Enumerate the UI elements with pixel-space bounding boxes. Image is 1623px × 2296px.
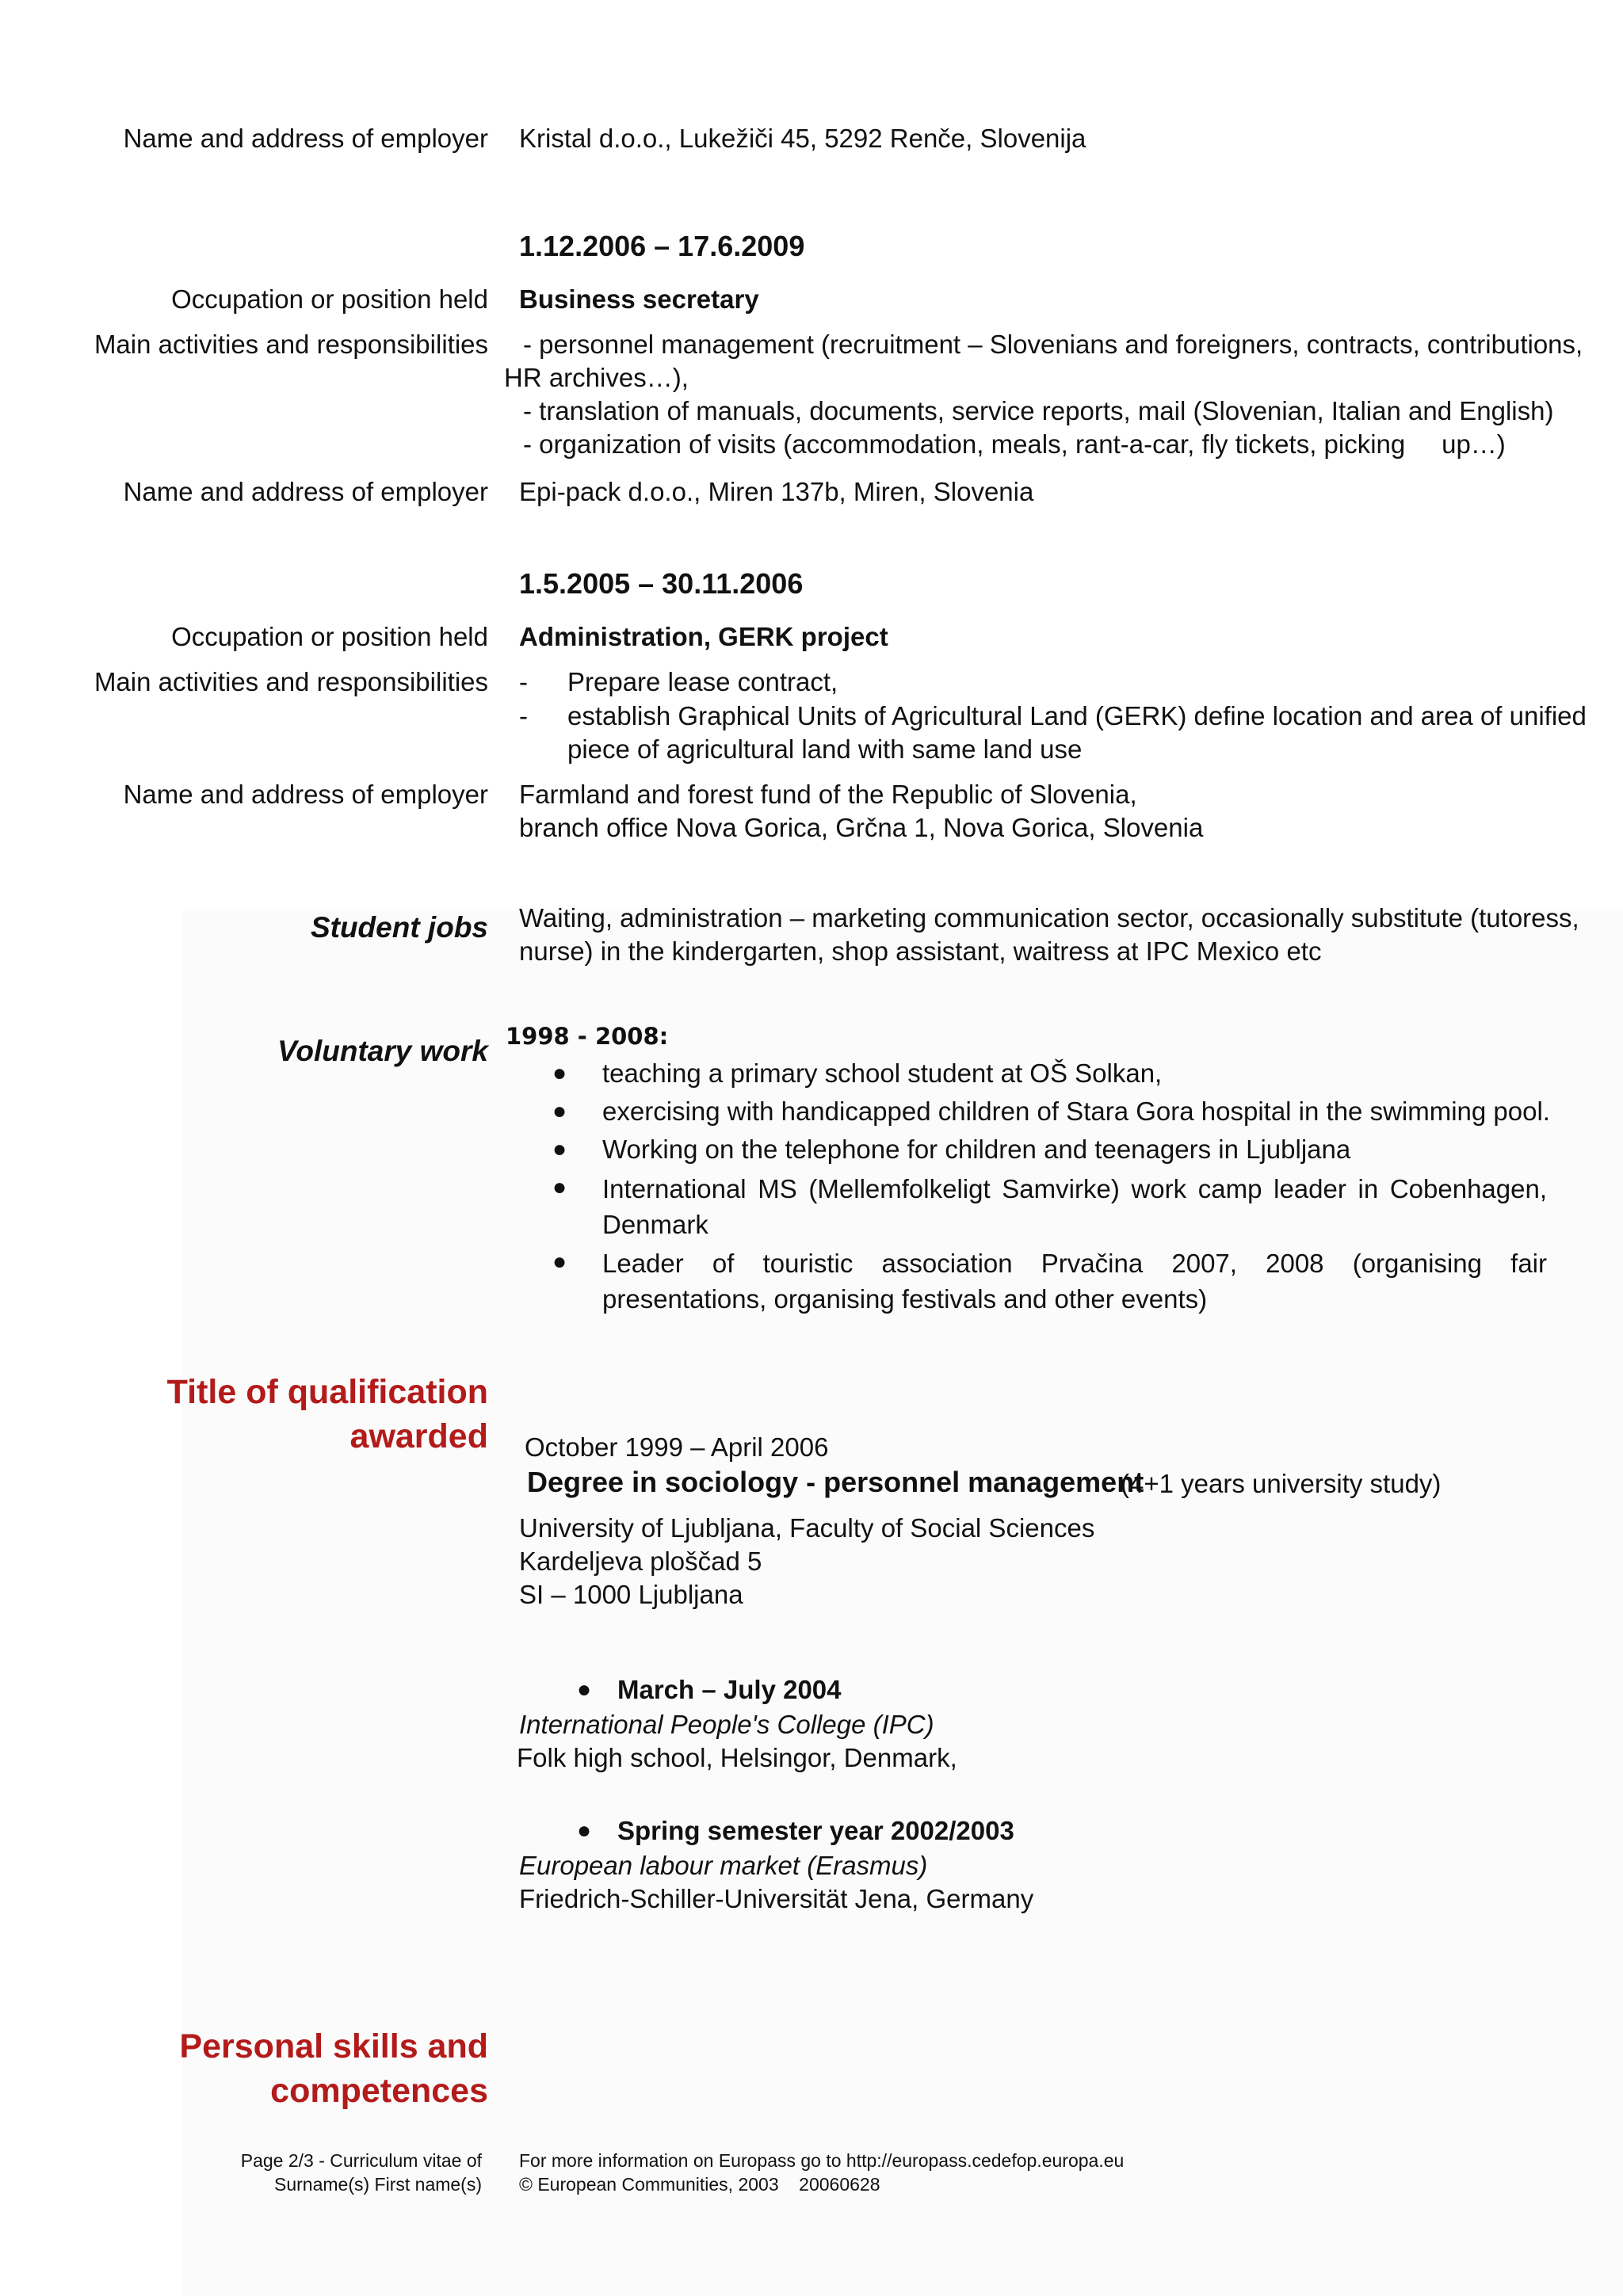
job1-activity-line: - translation of manuals, documents, service reports, mail (Slovenian, Italian and English) <box>523 396 1554 425</box>
qualification-institution: University of Ljubljana, Faculty of Social Sciences <box>519 1513 1095 1543</box>
student-jobs-text: Waiting, administration – marketing communication sector, occasionally substitute (tutoress, <box>519 903 1579 933</box>
voluntary-item: Leader of touristic association Prvačina 2007, 2008 (organising fair presentations, organising festivals and other events) <box>602 1249 1547 1314</box>
skills-heading: competences <box>270 2072 488 2110</box>
job1-occupation-label: Occupation or position held <box>171 284 488 314</box>
extra-course-place: Friedrich-Schiller-Universität Jena, Germany <box>519 1884 1034 1913</box>
extra-course-title: March – July 2004 <box>617 1675 842 1704</box>
job1-dates: 1.12.2006 – 17.6.2009 <box>519 230 805 262</box>
voluntary-item: International MS (Mellemfolkeligt Samvirke) work camp leader in Cobenhagen, Denmark <box>602 1174 1547 1239</box>
extra-course-place: Folk high school, Helsingor, Denmark, <box>517 1743 957 1772</box>
qualification-heading: Title of qualification <box>166 1373 488 1411</box>
job2-occupation-label: Occupation or position held <box>171 622 488 651</box>
voluntary-item: exercising with handicapped children of Stara Gora hospital in the swimming pool. <box>602 1097 1550 1126</box>
footer-copyright: © European Communities, 2003 20060628 <box>519 2174 880 2195</box>
voluntary-item: Working on the telephone for children and teenagers in Ljubljana <box>602 1135 1351 1164</box>
bullet-icon: ● <box>552 1136 567 1162</box>
qualification-degree-note: (4+1 years university study) <box>1121 1469 1442 1498</box>
job2-occupation: Administration, GERK project <box>519 622 888 651</box>
job1-activities-label: Main activities and responsibilities <box>94 330 488 359</box>
bullet-icon: ● <box>552 1060 567 1086</box>
job1-activity-line: - organization of visits (accommodation, meals, rant-a-car, fly tickets, picking up…) <box>523 429 1506 459</box>
job1-activity-line: HR archives…), <box>504 363 689 392</box>
job2-employer: Farmland and forest fund of the Republic of Slovenia, <box>519 780 1137 809</box>
job2-activity: establish Graphical Units of Agricultural Land (GERK) define location and area of unified <box>567 701 1587 730</box>
job2-employer: branch office Nova Gorica, Grčna 1, Nova Gorica, Slovenia <box>519 813 1204 842</box>
bullet-icon: ● <box>552 1174 567 1200</box>
job1-employer-label: Name and address of employer <box>123 477 488 506</box>
bullet-icon: ● <box>577 1676 592 1703</box>
extra-course-title: Spring semester year 2002/2003 <box>617 1816 1014 1845</box>
extra-course-name: European labour market (Erasmus) <box>519 1851 928 1880</box>
voluntary-work-label: Voluntary work <box>277 1035 488 1067</box>
job2-activity: piece of agricultural land with same land use <box>567 734 1083 764</box>
dash-marker: - <box>519 701 528 730</box>
qualification-period: October 1999 – April 2006 <box>525 1432 829 1462</box>
qualification-institution: Kardeljeva ploščad 5 <box>519 1547 762 1576</box>
voluntary-period: 1998 - 2008: <box>506 1023 669 1050</box>
job1-activity-line: - personnel management (recruitment – Slovenians and foreigners, contracts, contributions, <box>523 330 1583 359</box>
bullet-icon: ● <box>552 1098 567 1124</box>
footer-page-info: Surname(s) First name(s) <box>274 2174 482 2195</box>
student-jobs-label: Student jobs <box>310 911 488 944</box>
bullet-icon: ● <box>577 1817 592 1844</box>
job1-employer: Epi-pack d.o.o., Miren 137b, Miren, Slovenia <box>519 477 1034 506</box>
footer-page-info: Page 2/3 - Curriculum vitae of <box>240 2150 482 2171</box>
job2-employer-label: Name and address of employer <box>123 780 488 809</box>
job1-occupation: Business secretary <box>519 284 759 314</box>
bullet-icon: ● <box>552 1249 567 1275</box>
employer-label: Name and address of employer <box>123 124 488 153</box>
employer-value: Kristal d.o.o., Lukežiči 45, 5292 Renče, Slovenija <box>519 124 1086 153</box>
voluntary-item: teaching a primary school student at OŠ Solkan, <box>602 1058 1163 1088</box>
job2-activity: Prepare lease contract, <box>567 667 838 696</box>
qualification-degree: Degree in sociology - personnel management <box>527 1466 1144 1498</box>
qualification-heading: awarded <box>349 1417 488 1455</box>
job2-activities-label: Main activities and responsibilities <box>94 667 488 696</box>
skills-heading: Personal skills and <box>179 2027 488 2065</box>
student-jobs-text: nurse) in the kindergarten, shop assistant, waitress at IPC Mexico etc <box>519 936 1322 966</box>
job2-dates: 1.5.2005 – 30.11.2006 <box>519 567 804 600</box>
footer-europass-info: For more information on Europass go to http://europass.cedefop.europa.eu <box>519 2150 1125 2171</box>
qualification-institution: SI – 1000 Ljubljana <box>519 1580 743 1609</box>
dash-marker: - <box>519 667 528 696</box>
extra-course-name: International People's College (IPC) <box>519 1710 934 1739</box>
